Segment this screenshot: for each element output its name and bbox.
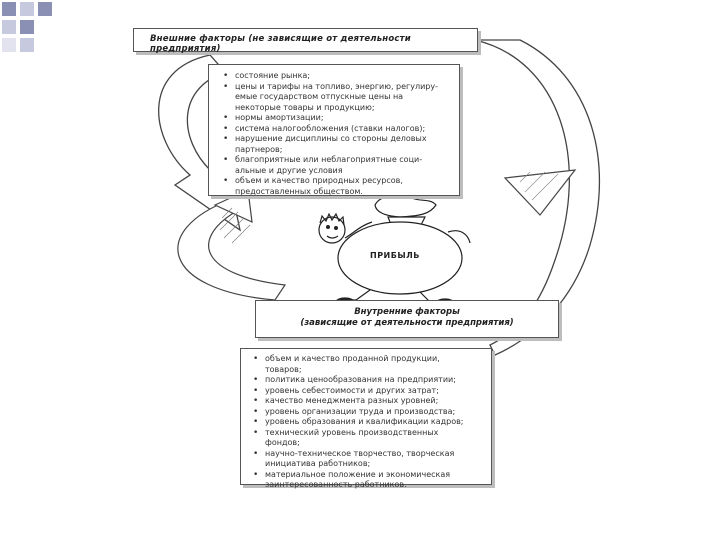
external-factors-title: Внешние факторы (не зависящие от деятельности предприятия) xyxy=(150,34,411,54)
external-factors-list xyxy=(221,71,453,197)
list-item: • объем и качество проданной продукции, xyxy=(251,354,487,365)
list-item: • состояние рынка; xyxy=(221,71,453,82)
list-item: • объем и качество природных ресурсов, xyxy=(221,176,453,187)
list-item: некоторые товары и продукцию; xyxy=(235,102,375,112)
profit-label: ПРИБЫЛЬ xyxy=(370,251,420,260)
list-item: • политика ценообразования на предприятии; xyxy=(251,375,487,386)
internal-factors-title xyxy=(256,307,558,329)
list-item: • цены и тарифы на топливо, энергию, регулиру- xyxy=(221,82,453,93)
internal-factors-list-box xyxy=(240,348,492,489)
list-item: • благоприятные или неблагоприятные соци- xyxy=(221,155,453,166)
lower-left-arc xyxy=(178,200,285,300)
list-item: • система налогообложения (ставки налогов); xyxy=(221,124,453,135)
list-item: • нарушение дисциплины со стороны деловых xyxy=(221,134,453,145)
external-factors-title-box xyxy=(133,28,478,52)
list-item: емые государством отпускные цены на xyxy=(235,92,404,101)
internal-factors-list xyxy=(251,354,487,491)
list-item: • качество менеджмента разных уровней; xyxy=(251,396,487,407)
list-item: • уровень образования и квалификации кадров; xyxy=(251,417,487,428)
list-item: • научно-техническое творчество, творческая xyxy=(251,449,487,460)
list-item: • нормы амортизации; xyxy=(221,113,453,124)
list-item: • технический уровень производственных xyxy=(251,428,487,439)
external-factors-list-box xyxy=(208,64,460,196)
list-item: альные и другие условия xyxy=(235,165,343,175)
list-item: • материальное положение и экономическая xyxy=(251,470,487,481)
list-item: заинтересованность работников. xyxy=(265,480,407,489)
list-item: инициатива работников; xyxy=(265,459,371,468)
internal-factors-title-box xyxy=(255,300,559,338)
list-item: товаров; xyxy=(265,364,302,374)
list-item: фондов; xyxy=(265,438,300,447)
list-item: предоставленных обществом. xyxy=(235,186,363,196)
internal-factors-title-line1: Внутренние факторы xyxy=(354,307,460,317)
list-item: • уровень себестоимости и других затрат; xyxy=(251,386,487,397)
list-item: партнеров; xyxy=(235,144,283,154)
list-item: • уровень организации труда и производства; xyxy=(251,407,487,418)
internal-factors-title-line2: (зависящие от деятельности предприятия) xyxy=(300,318,514,328)
